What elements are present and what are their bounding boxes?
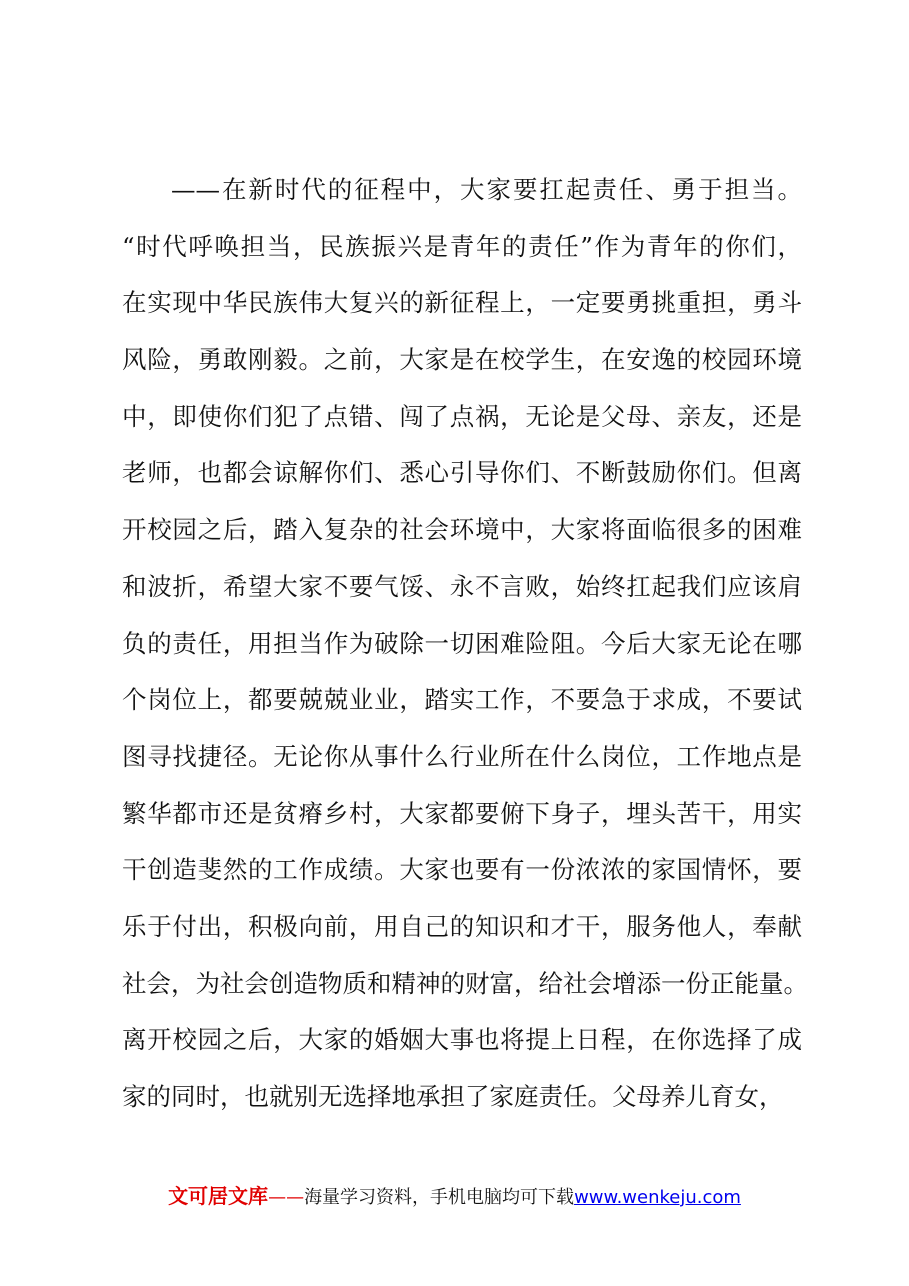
- footer-brand: 文可居文库: [168, 1184, 269, 1208]
- text-line: ——在新时代的征程中，大家要扛起责任、勇于担当。: [171, 175, 802, 204]
- body-paragraph: [122, 162, 808, 1126]
- text-line: 家的同时，也就别无选择地承担了家庭责任。父母养儿育女，: [122, 1082, 784, 1111]
- text-line: 乐于付出，积极向前，用自己的知识和才干，服务他人，奉献: [122, 911, 802, 941]
- text-line: 风险，勇敢刚毅。之前，大家是在校学生，在安逸的校园环境: [122, 345, 802, 375]
- text-line: 开校园之后，踏入复杂的社会环境中，大家将面临很多的困难: [122, 515, 802, 545]
- footer-dash: ——: [268, 1187, 305, 1208]
- footer-banner: [0, 1180, 909, 1214]
- footer-url-link[interactable]: www.wenkeju.com: [574, 1187, 741, 1208]
- text-line: 老师，也都会谅解你们、悉心引导你们、不断鼓励你们。但离: [122, 458, 802, 488]
- text-line: 离开校园之后，大家的婚姻大事也将提上日程，在你选择了成: [122, 1025, 802, 1055]
- text-line: 中，即使你们犯了点错、闯了点祸，无论是父母、亲友，还是: [122, 401, 802, 431]
- text-line: 负的责任，用担当作为破除一切困难险阻。今后大家无论在哪: [122, 628, 802, 658]
- text-line: “时代呼唤担当，民族振兴是青年的责任”作为青年的你们，: [122, 231, 802, 261]
- text-line: 在实现中华民族伟大复兴的新征程上，一定要勇挑重担，勇斗: [122, 288, 802, 318]
- text-line: 社会，为社会创造物质和精神的财富，给社会增添一份正能量。: [122, 968, 808, 998]
- text-line: 图寻找捷径。无论你从事什么行业所在什么岗位，工作地点是: [122, 741, 802, 771]
- text-line: 繁华都市还是贫瘠乡村，大家都要俯下身子，埋头苦干，用实: [122, 798, 802, 828]
- text-line: 干创造斐然的工作成绩。大家也要有一份浓浓的家国情怀，要: [122, 855, 802, 885]
- footer-tagline: 海量学习资料，手机电脑均可下载: [304, 1187, 575, 1208]
- text-line: 个岗位上，都要兢兢业业，踏实工作，不要急于求成，不要试: [122, 685, 802, 715]
- text-line: 和波折，希望大家不要气馁、永不言败，始终扛起我们应该肩: [122, 571, 802, 601]
